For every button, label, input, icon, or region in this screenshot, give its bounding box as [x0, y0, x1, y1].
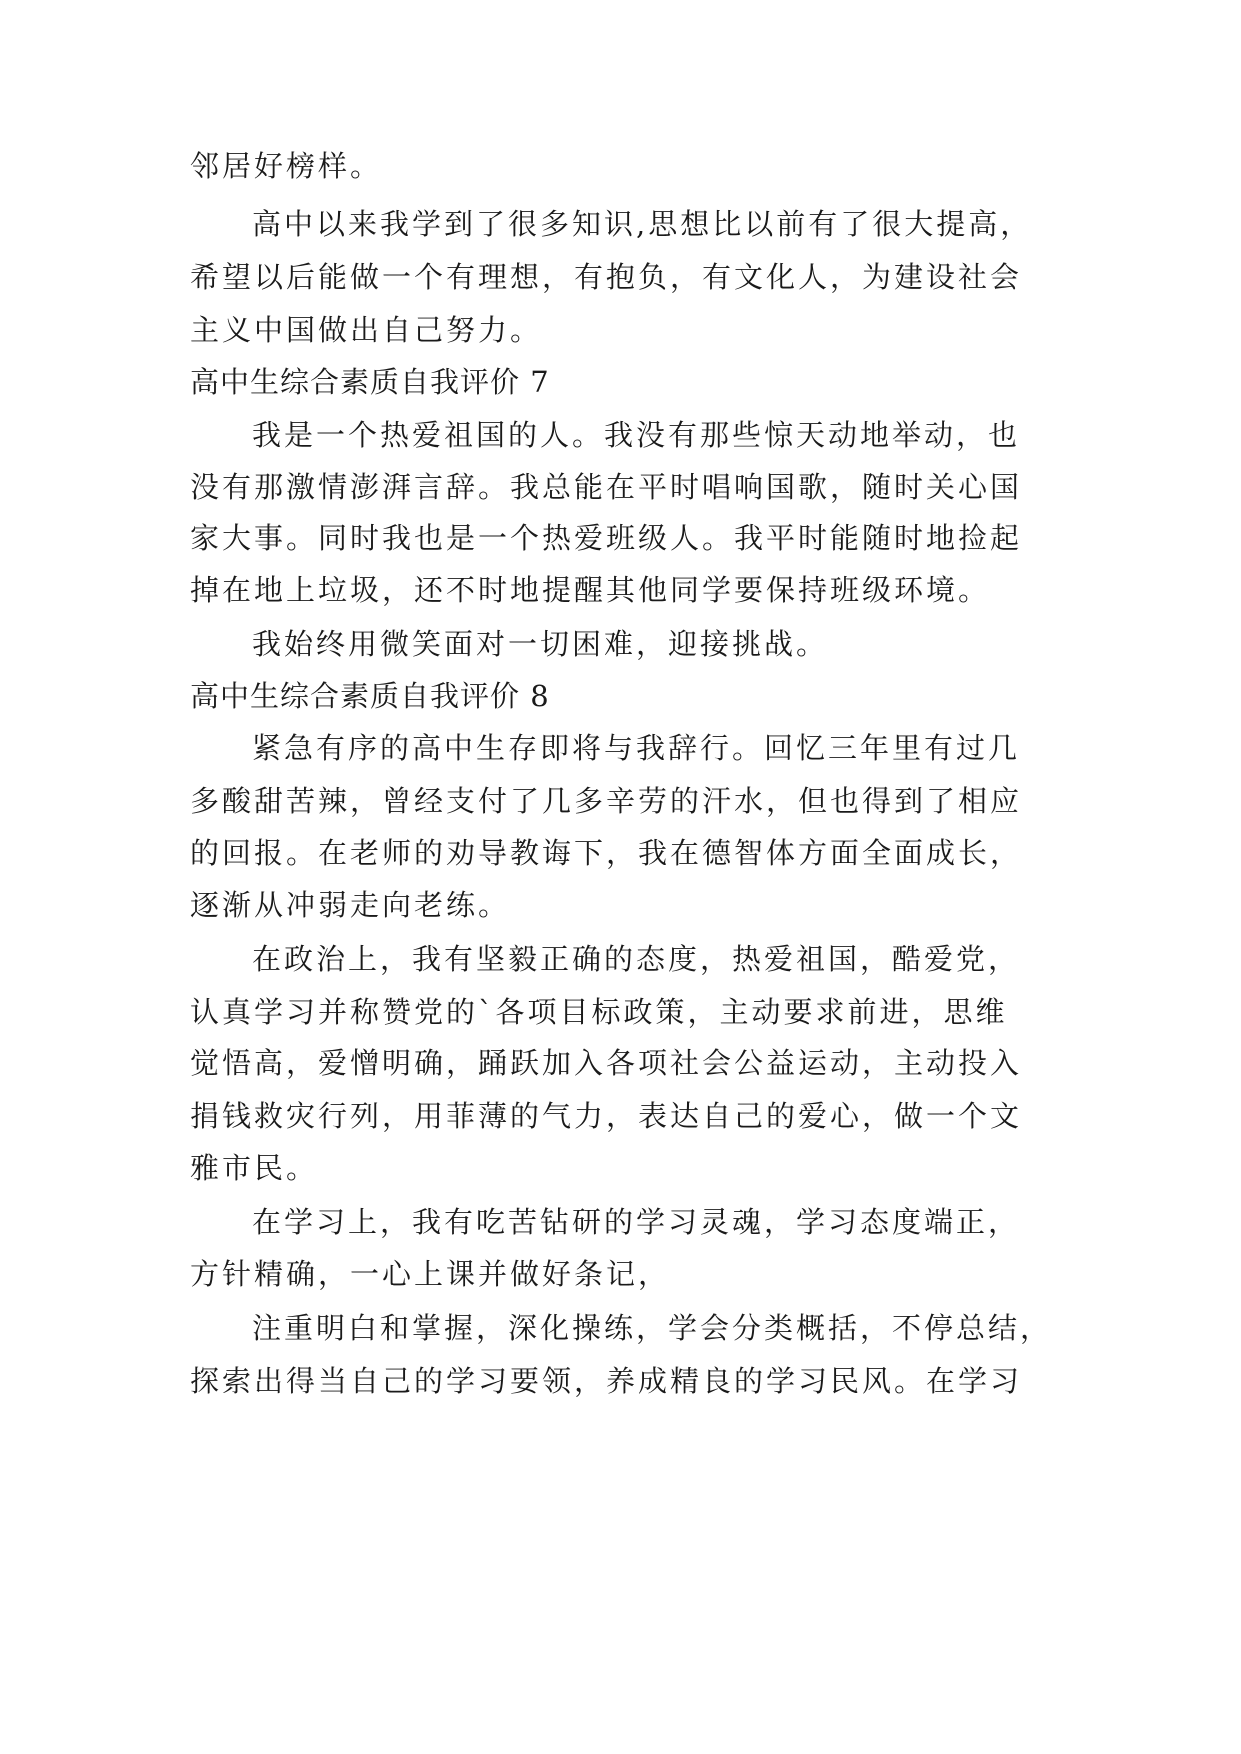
text-line: 没有那激情澎湃言辞。我总能在平时唱响国歌，随时关心国 — [190, 470, 1023, 504]
paragraph-line: 在学习上，我有吃苦钻研的学习灵魂，学习态度端正， — [252, 1205, 1021, 1239]
text-line: 希望以后能做一个有理想，有抱负，有文化人，为建设社会 — [190, 260, 1023, 294]
text-line: 邻居好榜样。 — [190, 149, 383, 183]
text-line: 觉悟高，爱憎明确，踊跃加入各项社会公益运动，主动投入 — [190, 1046, 1023, 1080]
text-line: 逐渐从冲弱走向老练。 — [190, 888, 511, 922]
text-line: 认真学习并称赞党的`各项目标政策，主动要求前进，思维 — [190, 995, 1008, 1029]
paragraph-line: 高中以来我学到了很多知识,思想比以前有了很大提高， — [252, 207, 1033, 241]
paragraph-line: 我是一个热爱祖国的人。我没有那些惊天动地举动，也 — [252, 418, 1021, 452]
section-heading: 高中生综合素质自我评价 8 — [190, 679, 550, 713]
text-line: 掉在地上垃圾，还不时地提醒其他同学要保持班级环境。 — [190, 573, 991, 607]
text-line: 多酸甜苦辣，曾经支付了几多辛劳的汗水，但也得到了相应 — [190, 784, 1023, 818]
text-line: 捐钱救灾行列，用菲薄的气力，表达自己的爱心，做一个文 — [190, 1099, 1023, 1133]
paragraph-line: 在政治上，我有坚毅正确的态度，热爱祖国，酷爱党， — [252, 942, 1021, 976]
paragraph-line: 我始终用微笑面对一切困难，迎接挑战。 — [252, 627, 829, 661]
text-line: 主义中国做出自己努力。 — [190, 313, 543, 347]
text-line: 的回报。在老师的劝导教诲下，我在德智体方面全面成长， — [190, 836, 1023, 870]
paragraph-line: 紧急有序的高中生存即将与我辞行。回忆三年里有过几 — [252, 731, 1021, 765]
text-line: 探索出得当自己的学习要领，养成精良的学习民风。在学习 — [190, 1364, 1023, 1398]
text-line: 方针精确，一心上课并做好条记， — [190, 1257, 671, 1291]
section-heading: 高中生综合素质自我评价 7 — [190, 365, 550, 399]
text-line: 雅市民。 — [190, 1151, 319, 1185]
paragraph-line: 注重明白和掌握，深化操练，学会分类概括，不停总结， — [252, 1311, 1053, 1345]
text-line: 家大事。同时我也是一个热爱班级人。我平时能随时地捡起 — [190, 521, 1023, 555]
